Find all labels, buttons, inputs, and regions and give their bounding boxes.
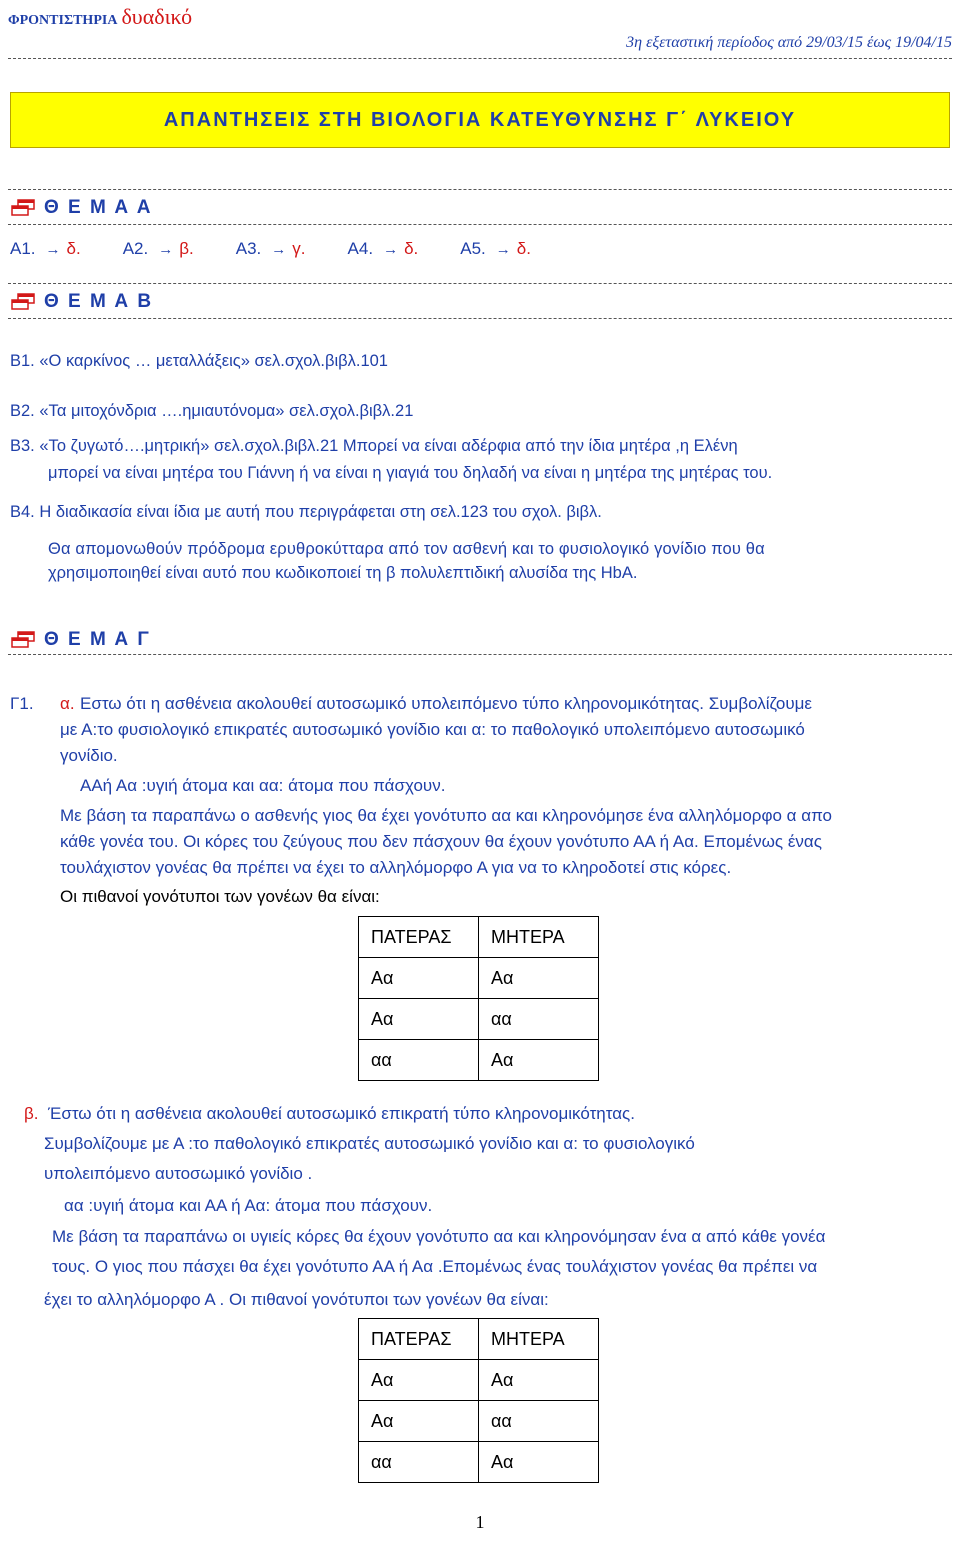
text-line: υπολειπόμενο αυτοσωμικό γονίδιο . [44,1164,313,1183]
table-header: ΠΑΤΕΡΑΣ [359,1319,479,1360]
section-theme-c [10,625,151,655]
text-line: τουλάχιστον γονέας θα πρέπει να έχει το αλληλόμορφο Α για να το κληροδοτεί στις κόρες. [60,858,732,877]
text-line: Έστω ότι η ασθένεια ακολουθεί αυτοσωμικό επικρατή τύπο κληρονομικότητας. [48,1104,635,1123]
table-row [359,917,599,958]
exam-period: 3η εξεταστική περίοδος από 29/03/15 έως 19/04/15 [626,34,952,51]
answer-a1: Α1. → δ. [10,239,81,258]
text-line: τους. Ο γιος που πάσχει θα έχει γονότυπο ΑΑ ή Αα .Επομένως ένας τουλάχιστον γονέας θα πρέπει να [52,1257,818,1276]
table-row [359,958,599,999]
answer-a5: Α5. → δ. [460,239,531,258]
table-cell: Αα [479,1360,599,1401]
text-line: κάθε γονέα του. Οι κόρες του ζεύγους που δεν πάσχουν θα έχουν γονότυπο ΑΑ ή Αα. Επομένως ένας [60,832,822,851]
section-title: Θ Ε Μ Α Β [44,291,154,312]
answer-a2: Α2. → β. [122,239,194,258]
table-cell: αα [359,1442,479,1483]
brand-name: δυαδικό [121,4,193,29]
arrow-icon: → [495,240,511,258]
table-header: ΜΗΤΕΡΑ [479,1319,599,1360]
answer-a4: Α4. → δ. [347,239,419,258]
section-title: Θ Ε Μ Α Α [44,197,153,218]
window-cascade-icon [10,293,36,311]
page-number: 1 [475,1512,485,1532]
divider [8,318,952,319]
answer-a3: Α3. → γ. [235,239,306,258]
section-title: Θ Ε Μ Α Γ [44,629,151,650]
table-cell: Αα [359,958,479,999]
table-row [359,999,599,1040]
table-row [359,1040,599,1081]
answers-row [10,236,573,262]
answer-b4: Β4. Η διαδικασία είναι ίδια με αυτή που περιγράφεται στη σελ.123 του σχολ. βιβλ. [10,503,602,521]
answer-b3: Β3. «Το ζυγωτό….μητρική» σελ.σχολ.βιβλ.21 Μπορεί να είναι αδέρφια από την ίδια μητέρα ,η Ελένη [10,437,738,455]
section-theme-a [10,193,152,223]
text-line: με Α:το φυσιολογικό επικρατές αυτοσωμικό γονίδιο και α: το παθολογικό υπολειπόμενο αυτοσωμικό [60,720,805,739]
table-header: ΠΑΤΕΡΑΣ [359,917,479,958]
text-line: ΑΑή Αα :υγιή άτομα και αα: άτομα που πάσχουν. [80,776,446,795]
text-line: Με βάση τα παραπάνω ο ασθενής γιος θα έχει γονότυπο αα και κληρονόμησε ένα αλληλόμορφο α απο [60,806,833,825]
divider [8,654,952,655]
answer-b2: Β2. «Τα μιτοχόνδρια ….ημιαυτόνομα» σελ.σχολ.βιβλ.21 [10,402,414,420]
sub-a-label: α. [60,694,75,713]
table-cell: αα [479,1401,599,1442]
table-cell: αα [479,999,599,1040]
table-row [359,1360,599,1401]
divider [8,224,952,225]
text-line: Με βάση τα παραπάνω οι υγιείς κόρες θα έχουν γονότυπο αα και κληρονόμησαν ένα α από κάθε γονέα [52,1227,826,1246]
table-cell: Αα [479,958,599,999]
table-cell: Αα [359,1401,479,1442]
divider [8,283,952,284]
divider [8,189,952,190]
section-theme-b [10,287,153,317]
genotype-table-b [358,1318,599,1483]
arrow-icon: → [383,240,399,258]
answer-b4-line2: Θα απομονωθούν πρόδρομα ερυθροκύτταρα από τον ασθενή και το φυσιολογικό γονίδιο που θα [48,540,765,558]
table-cell: Αα [359,1360,479,1401]
page-title: ΑΠΑΝΤΗΣΕΙΣ ΣΤΗ ΒΙΟΛΟΓΙΑ ΚΑΤΕΥΘΥΝΣΗΣ Γ΄ ΛΥΚΕΙΟΥ [163,109,797,131]
title-banner [10,92,950,148]
answer-b3-line2: μπορεί να είναι μητέρα του Γιάννη ή να είναι η γιαγιά του δηλαδή να είναι η μητέρα της μητέρας του. [48,464,773,482]
header-divider [8,58,952,59]
answer-b4-line3: χρησιμοποιηθεί είναι αυτό που κωδικοποιεί τη β πολυλεπτιδική αλυσίδα της HbA. [48,564,638,582]
table-row [359,1401,599,1442]
table-row [359,1319,599,1360]
window-cascade-icon [10,631,36,649]
window-cascade-icon [10,199,36,217]
text-line: έχει το αλληλόμορφο Α . Οι πιθανοί γονότυποι των γονέων θα είναι: [44,1290,549,1309]
text-line: Συμβολίζουμε με Α :το παθολογικό επικρατές αυτοσωμικό γονίδιο και α: το φυσιολογικό [44,1134,695,1153]
table-header: ΜΗΤΕΡΑ [479,917,599,958]
arrow-icon: → [158,240,174,258]
text-line: γονίδιο. [60,746,118,765]
answer-b1: Β1. «Ο καρκίνος … μεταλλάξεις» σελ.σχολ.βιβλ.101 [10,352,388,370]
brand-prefix: ΦΡΟΝΤΙΣΤΗΡΙΑ [8,13,118,28]
arrow-icon: → [45,240,61,258]
table-row [359,1442,599,1483]
text-line: αα :υγιή άτομα και ΑΑ ή Αα: άτομα που πάσχουν. [64,1196,433,1215]
text-line: Εστω ότι η ασθένεια ακολουθεί αυτοσωμικό υπολειπόμενο τύπο κληρονομικότητας. Συμβολίζουμε [80,694,812,713]
brand-logo [8,4,192,30]
text-line: Οι πιθανοί γονότυποι των γονέων θα είναι: [60,887,380,906]
question-g1-label: Γ1. [10,694,34,713]
sub-b-label: β. [24,1104,39,1123]
table-cell: Αα [479,1442,599,1483]
table-cell: Αα [479,1040,599,1081]
arrow-icon: → [271,240,287,258]
genotype-table-a [358,916,599,1081]
table-cell: αα [359,1040,479,1081]
table-cell: Αα [359,999,479,1040]
